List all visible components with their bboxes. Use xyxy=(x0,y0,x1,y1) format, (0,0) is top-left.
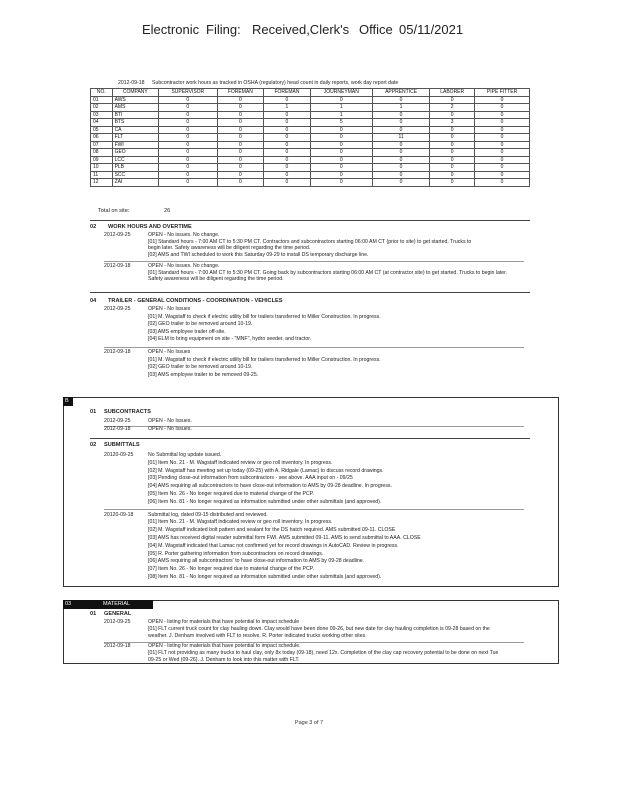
entry-line: [03] AMS employee trailer off-site. xyxy=(148,328,226,335)
crew-table-cell: 1 xyxy=(310,111,372,119)
crew-table-cell: 0 xyxy=(372,171,429,179)
entry-line: [01] FLT current truck count for clay hauling down. Clay would have been done 09-26, but new date for clay hauling completion is 09-28 based on the xyxy=(148,626,490,632)
crew-note: Subcontractor work hours as tracked in OSHA (regulatory) head count in daily reports, work day report date xyxy=(152,80,399,86)
crew-table-cell: 0 xyxy=(430,156,475,164)
crew-table-cell: 0 xyxy=(475,119,530,127)
entry-line: [03] AMS has received digital reader submittal form FWI. AMS submitted 09-11. AMS to send submittal to AAA. CLOSE xyxy=(148,535,421,541)
crew-table-cell: 10 xyxy=(91,164,113,172)
crew-table-row xyxy=(91,134,530,142)
crew-table-cell: 0 xyxy=(372,126,429,134)
crew-table-cell: 0 xyxy=(372,119,429,127)
entry-divider xyxy=(104,347,524,348)
crew-table-cell: 0 xyxy=(159,179,218,187)
crew-table-cell: 0 xyxy=(372,141,429,149)
header-received: Received,Clerk's xyxy=(252,22,350,37)
entry-line: OPEN - No issues. No change. xyxy=(148,232,220,238)
crew-table-cell: 0 xyxy=(372,164,429,172)
crew-table-cell: 0 xyxy=(372,96,429,104)
crew-table-cell: 0 xyxy=(310,134,372,142)
crew-table-row xyxy=(91,119,530,127)
crew-table-cell: 0 xyxy=(217,111,264,119)
crew-table-cell: 0 xyxy=(217,119,264,127)
crew-table-cell: 11 xyxy=(372,134,429,142)
crew-table-cell: 0 xyxy=(475,134,530,142)
entry-line: [02] AMS and TWI scheduled to work this Saturday 09-29 to install DS temporary discharge line. xyxy=(148,251,369,258)
entry-line: [06] Item No. 81 - No longer required as information submitted under other submittals (and approved). xyxy=(148,498,382,505)
crew-table-row xyxy=(91,179,530,187)
crew-table-row xyxy=(91,96,530,104)
crew-table-cell: 0 xyxy=(310,171,372,179)
crew-table-cell: 1 xyxy=(310,104,372,112)
crew-column-header: PIPE FITTER xyxy=(475,89,530,97)
entry-line: [04] AMS requiring all subcontractors to have close-out information to AMS by 09-28 deadline. In progress. xyxy=(148,483,392,490)
entry-line: [04] ELM to bring equipment on site - "MNF", hydro seeder, and tractor. xyxy=(148,336,312,343)
crew-table-cell: 0 xyxy=(217,164,264,172)
entry-line: [02] M. Wagstaff indicated bolt pattern and sealant for the DS hatch required. AMS submitted 09-11. CLOSE xyxy=(148,527,396,534)
crew-table-row xyxy=(91,104,530,112)
crew-table-cell: 01 xyxy=(91,96,113,104)
crew-table-cell: 0 xyxy=(430,171,475,179)
crew-table-cell: 0 xyxy=(372,156,429,164)
crew-table-cell: 02 xyxy=(91,104,113,112)
crew-table-cell: 0 xyxy=(372,149,429,157)
entry-line: [05] Item No. 26 - No longer required due to material change of the PCP. xyxy=(148,491,314,497)
crew-table-cell: 0 xyxy=(217,171,264,179)
crew-column-header: LABORER xyxy=(430,89,475,97)
crew-table-cell: 0 xyxy=(217,141,264,149)
section-02-num: 02 xyxy=(90,224,97,230)
crew-table-cell: 0 xyxy=(430,96,475,104)
entry-date: 2012-09-25 xyxy=(104,232,131,238)
general-title: GENERAL xyxy=(104,611,132,617)
entry-divider xyxy=(104,261,524,262)
crew-table-cell: AWS xyxy=(112,96,158,104)
crew-table-cell: LCC xyxy=(112,156,158,164)
crew-report-date: 2012-09-18 xyxy=(118,80,145,86)
general-num: 01 xyxy=(90,611,97,617)
crew-table-cell: 5 xyxy=(310,119,372,127)
entry-line: [04] M. Wagstaff indicated that Lamac not confirmed yet for record drawings in AutoCAD. Review in progress. xyxy=(148,542,399,549)
crew-table-cell: 0 xyxy=(217,179,264,187)
crew-table-row xyxy=(91,164,530,172)
crew-table-cell: 0 xyxy=(430,134,475,142)
material-title: MATERIAL xyxy=(103,601,131,607)
crew-table-cell: 0 xyxy=(310,126,372,134)
crew-table-cell: 0 xyxy=(475,156,530,164)
crew-table-cell: 0 xyxy=(310,96,372,104)
crew-table-cell: 2 xyxy=(430,104,475,112)
submittals-num: 02 xyxy=(90,442,97,448)
submittals-title: SUBMITTALS xyxy=(104,442,140,448)
crew-table-cell: 0 xyxy=(372,111,429,119)
crew-table-cell: 0 xyxy=(264,179,311,187)
crew-table-cell: 0 xyxy=(372,179,429,187)
header-date: 05/11/2021 xyxy=(399,22,464,37)
crew-table-cell: 0 xyxy=(217,156,264,164)
crew-table-row xyxy=(91,149,530,157)
entry-line: [02] GEO trailer to be removed around 10-19. xyxy=(148,364,253,371)
crew-table-cell: 0 xyxy=(264,141,311,149)
crew-table-cell: 0 xyxy=(430,126,475,134)
entry-line: [05] R. Porter gathering information from subcontractors on record drawings. xyxy=(148,550,324,557)
crew-table-cell: 1 xyxy=(372,104,429,112)
entry-line: No Submittal log update issued. xyxy=(148,452,222,458)
crew-table-cell: 0 xyxy=(430,111,475,119)
crew-table-cell: 0 xyxy=(159,156,218,164)
crew-column-header: COMPANY xyxy=(112,89,158,97)
crew-table-header-row xyxy=(91,89,530,97)
crew-table-row xyxy=(91,171,530,179)
crew-column-header: SUPERVISOR xyxy=(159,89,218,97)
entry-line: OPEN - No Issues. xyxy=(148,426,192,432)
crew-table-cell: 0 xyxy=(310,149,372,157)
crew-table-cell: 0 xyxy=(264,164,311,172)
entry-line: Submittal log, dated 09-15 distributed and reviewed. xyxy=(148,511,268,518)
section-divider xyxy=(90,292,530,293)
crew-table-cell: 0 xyxy=(264,111,311,119)
crew-table-cell: 0 xyxy=(217,149,264,157)
page-number: Page 3 of 7 xyxy=(294,720,324,726)
header-filing: Filing: xyxy=(206,22,241,37)
crew-table-cell: 0 xyxy=(310,179,372,187)
total-on-site-value: 26 xyxy=(164,208,171,214)
entry-date: 2012-09-18 xyxy=(104,426,131,432)
crew-table-cell: 0 xyxy=(159,134,218,142)
crew-table-cell: 0 xyxy=(264,171,311,179)
entry-line: OPEN - listing for materials that have potential to impact schedule xyxy=(148,619,300,625)
crew-table-cell: 0 xyxy=(264,96,311,104)
crew-table-cell: 09 xyxy=(91,156,113,164)
entry-line: OPEN - No issues. No change. xyxy=(148,263,220,269)
subcontracts-title: SUBCONTRACTS xyxy=(104,409,151,415)
entry-line: [01] Standard hours - 7:00 AM CT to 5:30 PM CT. Contractors and subcontractors starting 06:00 AM CT (prior to site) to get started. Trucks to xyxy=(148,238,472,245)
crew-table-cell: 0 xyxy=(217,134,264,142)
crew-table-cell: 0 xyxy=(475,164,530,172)
crew-table-cell: 0 xyxy=(475,179,530,187)
crew-table-cell: 0 xyxy=(159,171,218,179)
crew-table-cell: ZAI xyxy=(112,179,158,187)
crew-table-cell: 0 xyxy=(475,104,530,112)
crew-table-cell: 0 xyxy=(475,126,530,134)
crew-table-cell: 0 xyxy=(159,141,218,149)
entry-line: [01] M. Wagstaff to check if electric utility bill for trailers transferred to Miller Construction. In progress. xyxy=(148,356,381,363)
entry-line: [03] Pending close-out information from subcontractors - see above. AAA input on - 09/25 xyxy=(148,475,353,482)
crew-table-cell: SCC xyxy=(112,171,158,179)
crew-table-cell: 11 xyxy=(91,171,113,179)
entry-line: [06] AMS requiring all subcontractors' to have close-out information to AMS by 09-28 deadline. xyxy=(148,558,365,565)
total-on-site-label: Total on site: xyxy=(98,208,130,214)
crew-table-cell: 0 xyxy=(430,141,475,149)
crew-table-cell: 0 xyxy=(310,156,372,164)
entry-line: [02] GEO trailer to be removed around 10-19. xyxy=(148,321,253,328)
entry-line: begin later. Safety awareness will be diligent regarding the time period. xyxy=(148,245,311,251)
section-04-title: TRAILER - GENERAL CONDITIONS - COORDINATION - VEHICLES xyxy=(108,298,283,304)
entry-line: OPEN - No Issues xyxy=(148,349,191,355)
entry-divider xyxy=(104,509,524,510)
crew-column-header: JOURNEYMAN xyxy=(310,89,372,97)
crew-table-cell: 0 xyxy=(475,141,530,149)
crew-table-cell: 0 xyxy=(310,164,372,172)
crew-table-cell: 0 xyxy=(159,119,218,127)
crew-table-cell: 07 xyxy=(91,141,113,149)
crew-table-cell: PLB xyxy=(112,164,158,172)
subcontracts-num: 01 xyxy=(90,409,97,415)
entry-date: 20120-09-18 xyxy=(104,511,134,518)
crew-table-cell: AMS xyxy=(112,104,158,112)
crew-column-header: APPRENTICE xyxy=(372,89,429,97)
crew-table-cell: 04 xyxy=(91,119,113,127)
entry-line: [03] AMS employee trailer to be removed 09-25. xyxy=(148,371,259,378)
crew-table-cell: 0 xyxy=(475,171,530,179)
crew-column-header: FOREMAN xyxy=(264,89,311,97)
crew-table-cell: FWI xyxy=(112,141,158,149)
crew-table-cell: 03 xyxy=(91,111,113,119)
crew-table-cell: 0 xyxy=(310,141,372,149)
crew-table-cell: 05 xyxy=(91,126,113,134)
crew-table-cell: 0 xyxy=(159,164,218,172)
section-b-marker: B xyxy=(63,397,73,406)
entry-line: OPEN - No Issues xyxy=(148,306,191,312)
crew-table-cell: 0 xyxy=(430,149,475,157)
crew-table-cell: 0 xyxy=(159,96,218,104)
entry-line: weather. J. Denham involved with FLT to resolve. R. Porter indicated trucks working other sites. xyxy=(148,633,367,639)
crew-table-cell: 08 xyxy=(91,149,113,157)
material-marker: 03 xyxy=(65,601,72,607)
entry-line: 09-25 or Wed (09-26). J. Denham to look into this matter with FLT. xyxy=(148,657,300,663)
crew-table-row xyxy=(91,111,530,119)
crew-table-cell: 1 xyxy=(264,104,311,112)
crew-table-cell: 0 xyxy=(159,104,218,112)
entry-line: OPEN - listing for materials that have potential to impact schedule. xyxy=(148,643,301,649)
crew-table-cell: 0 xyxy=(264,149,311,157)
entry-date: 2012-09-25 xyxy=(104,306,131,312)
crew-table-row xyxy=(91,141,530,149)
entry-date: 2012-09-18 xyxy=(104,643,131,649)
material-header-bar xyxy=(63,600,153,609)
entry-date: 2012-09-18 xyxy=(104,349,131,355)
crew-table-cell: BTS xyxy=(112,119,158,127)
section-04-num: 04 xyxy=(90,298,97,304)
entry-line: [01] Item No. 21 - M. Wagstaff indicated review or geo roll inventory. In progress. xyxy=(148,459,333,466)
crew-table-row xyxy=(91,126,530,134)
section-02-title: WORK HOURS AND OVERTIME xyxy=(108,224,192,230)
crew-table-cell: 12 xyxy=(91,179,113,187)
crew-table-cell: 0 xyxy=(159,149,218,157)
entry-date: 2012-09-25 xyxy=(104,619,131,625)
crew-table-row xyxy=(91,156,530,164)
entry-date: 20120-09-25 xyxy=(104,452,134,458)
crew-table xyxy=(90,88,530,187)
entry-line: [01] FLT not providing as many trucks to haul clay, only 8x today (09-18), need 12x. Completion of the clay cap recovery potential to be done on next Tue xyxy=(148,650,499,656)
crew-table-cell: 0 xyxy=(159,111,218,119)
header-office: Office xyxy=(359,22,393,37)
crew-table-cell: 0 xyxy=(475,149,530,157)
crew-column-header: FOREMAN xyxy=(217,89,264,97)
crew-table-cell: 0 xyxy=(475,96,530,104)
entry-date: 2012-09-18 xyxy=(104,263,131,269)
crew-table-cell: 0 xyxy=(217,126,264,134)
entry-line: [01] Standard hours - 7:00 AM CT to 5:30 PM CT. Going back by subcontractors starting 06:00 AM CT (at contractor site) to get started. Trucks to begin later. xyxy=(148,269,508,276)
crew-table-cell: 0 xyxy=(430,164,475,172)
crew-table-cell: GEO xyxy=(112,149,158,157)
crew-table-cell: 06 xyxy=(91,134,113,142)
crew-table-cell: 0 xyxy=(264,126,311,134)
entry-line: [02] M. Wagstaff has meeting set up today (09-25) with A. Ridgale (Lamac) to discuss record drawings. xyxy=(148,467,384,474)
header-electronic: Electronic xyxy=(142,22,200,37)
crew-table-cell: 0 xyxy=(430,179,475,187)
crew-table-cell: 0 xyxy=(475,111,530,119)
section-divider xyxy=(90,438,530,439)
crew-table-cell: 0 xyxy=(159,126,218,134)
section-divider xyxy=(90,220,530,221)
entry-date: 2012-09-25 xyxy=(104,418,131,424)
crew-table-cell: 0 xyxy=(217,96,264,104)
entry-line: OPEN - No Issues. xyxy=(148,418,192,424)
entry-line: [07] Item No. 26 - No longer required due to material change of the PCP. xyxy=(148,566,314,573)
crew-table-cell: 0 xyxy=(264,134,311,142)
crew-table-cell: 0 xyxy=(264,156,311,164)
crew-table-cell: 0 xyxy=(217,104,264,112)
entry-line: [01] M. Wagstaff to check if electric utility bill for trailers transferred to Miller Construction. In progress. xyxy=(148,313,381,320)
crew-table-cell: FLT xyxy=(112,134,158,142)
entry-line: Safety awareness will be diligent regarding the time period. xyxy=(148,276,284,282)
crew-column-header: NO. xyxy=(91,89,113,97)
entry-line: [01] Item No. 21 - M. Wagstaff indicated review or geo roll inventory. In progress. xyxy=(148,519,333,526)
crew-table-cell: 0 xyxy=(264,119,311,127)
crew-table-cell: 3 xyxy=(430,119,475,127)
crew-table-cell: CA xyxy=(112,126,158,134)
filing-header xyxy=(0,22,618,42)
entry-line: [08] Item No. 81 - No longer required as information submitted under other submittals (and approved). xyxy=(148,574,382,580)
crew-table-cell: BTI xyxy=(112,111,158,119)
